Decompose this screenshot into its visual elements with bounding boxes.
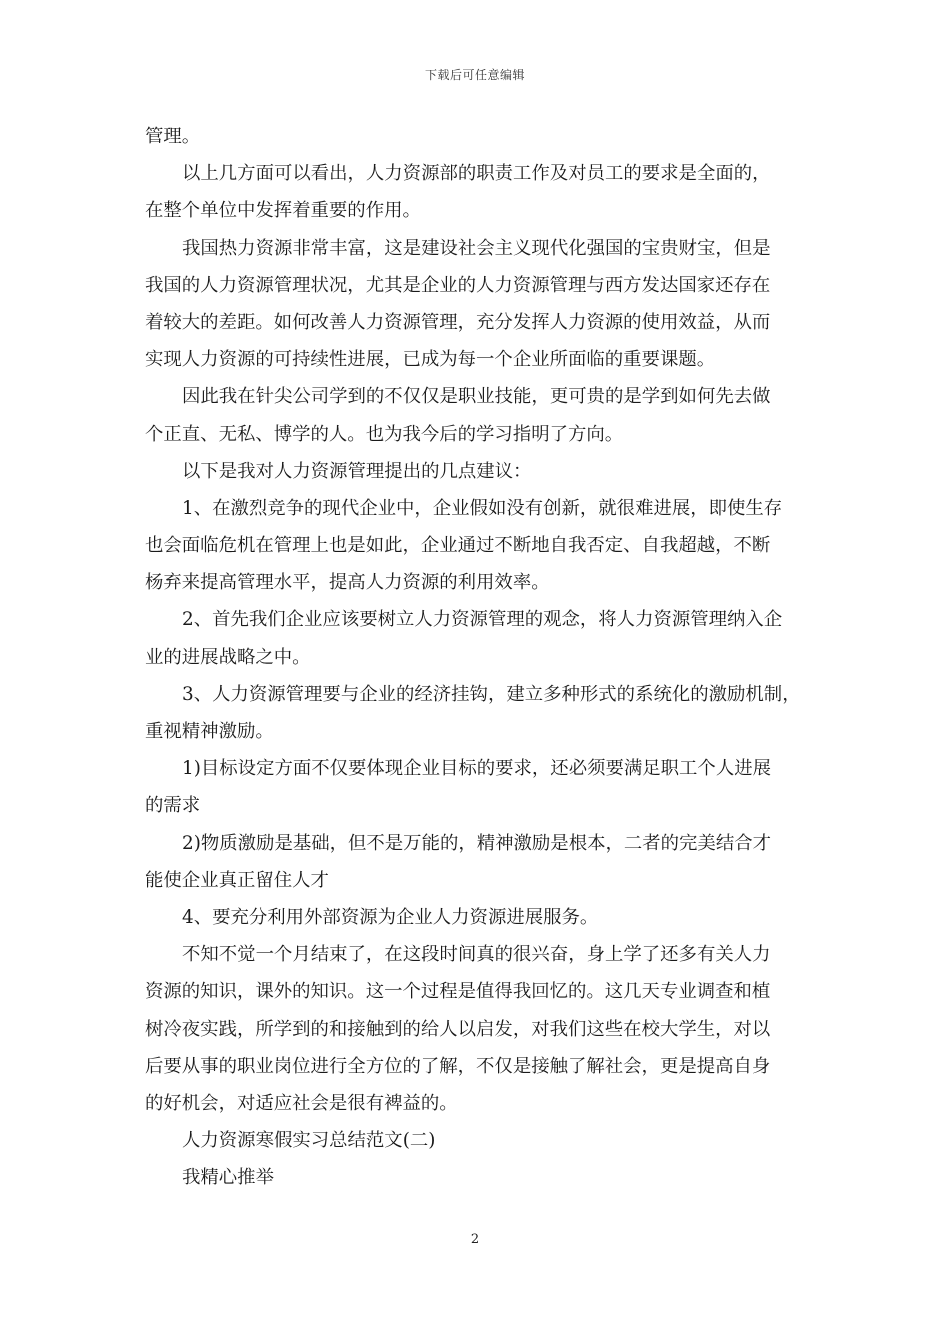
text-line: 因此我在针尖公司学到的不仅仅是职业技能，更可贵的是学到如何先去做 [182, 386, 771, 408]
text-line: 1、在激烈竞争的现代企业中，企业假如没有创新，就很难进展，即使生存 [182, 497, 783, 519]
text-line: 2)物质激励是基础，但不是万能的，精神激励是根本，二者的完美结合才 [182, 832, 771, 854]
text-line: 重视精神激励。 [145, 721, 274, 742]
text-line: 资源的知识，课外的知识。这一个过程是值得我回忆的。这几天专业调查和植 [145, 981, 771, 1003]
page-number: 2 [470, 1232, 480, 1247]
text-line: 2、首先我们企业应该要树立人力资源管理的观念，将人力资源管理纳入企 [182, 609, 783, 631]
text-line: 我国的人力资源管理状况，尤其是企业的人力资源管理与西方发达国家还存在 [145, 274, 771, 296]
text-line: 树冷夜实践，所学到的和接触到的给人以启发，对我们这些在校大学生，对以 [145, 1018, 771, 1040]
text-line: 杨弃来提高管理水平，提高人力资源的利用效率。 [145, 572, 550, 594]
text-line: 我国热力资源非常丰富，这是建设社会主义现代化强国的宝贵财宝，但是 [182, 237, 771, 259]
text-line: 能使企业真正留住人才 [145, 869, 329, 891]
text-line: 4、要充分利用外部资源为企业人力资源进展服务。 [182, 906, 599, 928]
text-line: 实现人力资源的可持续性进展，已成为每一个企业所面临的重要课题。 [145, 349, 716, 371]
text-line: 个正直、无私、博学的人。也为我今后的学习指明了方向。 [145, 423, 624, 445]
text-line: 着较大的差距。如何改善人力资源管理，充分发挥人力资源的使用效益，从而 [145, 311, 771, 333]
text-line: 的需求 [145, 795, 201, 817]
text-line: 后要从事的职业岗位进行全方位的了解，不仅是接触了解社会，更是提高自身 [145, 1055, 771, 1077]
text-line: 我精心推举 [182, 1167, 274, 1189]
text-line: 1)目标设定方面不仅要体现企业目标的要求，还必须要满足职工个人进展 [182, 758, 771, 780]
text-line: 以下是我对人力资源管理提出的几点建议： [182, 460, 532, 482]
text-line: 不知不觉一个月结束了，在这段时间真的很兴奋，身上学了还多有关人力 [182, 944, 771, 966]
section-heading: 人力资源寒假实习总结范文(二) [182, 1130, 436, 1152]
text-line: 管理。 [145, 126, 201, 147]
text-line: 也会面临危机在管理上也是如此，企业通过不断地自我否定、自我超越，不断 [145, 535, 771, 557]
text-line: 在整个单位中发挥着重要的作用。 [145, 200, 421, 222]
text-line: 业的进展战略之中。 [145, 646, 311, 668]
text-line: 的好机会，对适应社会是很有裨益的。 [145, 1092, 458, 1114]
text-line: 以上几方面可以看出，人力资源部的职责工作及对员工的要求是全面的， [182, 163, 771, 185]
page-header: 下载后可任意编辑 [424, 68, 525, 82]
document-body [145, 118, 817, 1196]
text-line: 3、人力资源管理要与企业的经济挂钩，建立多种形式的系统化的激励机制， [182, 683, 801, 705]
